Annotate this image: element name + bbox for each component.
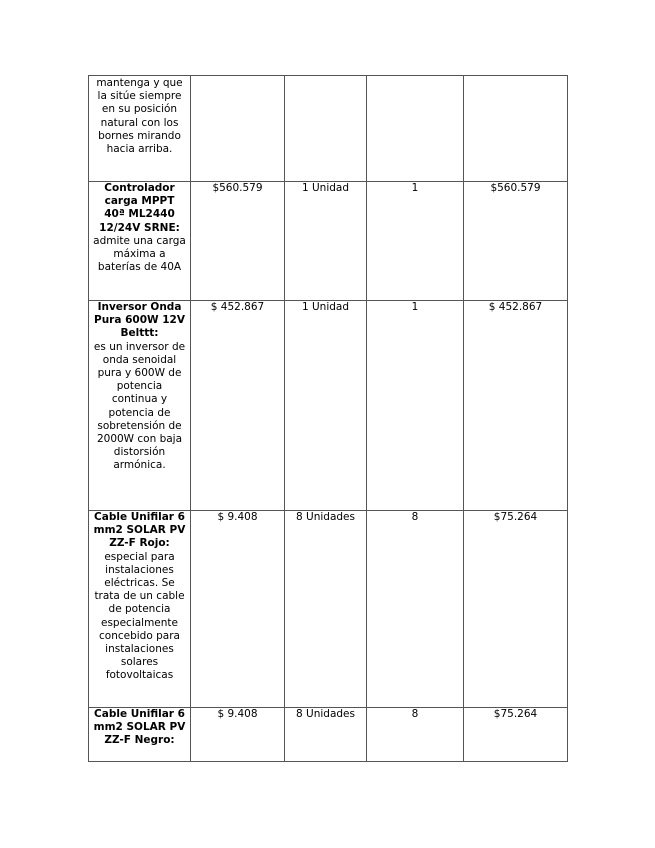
product-name: Cable Unifilar 6 mm2 SOLAR PV ZZ-F Negro:: [93, 708, 186, 747]
unit-price-cell: $ 9.408: [191, 511, 285, 708]
product-name: Inversor Onda Pura 600W 12V Belttt:: [94, 301, 185, 340]
product-cell: [89, 301, 191, 511]
total-cell: $560.579: [464, 182, 568, 301]
unit-price-cell: $560.579: [191, 182, 285, 301]
unit-price-cell: $ 452.867: [191, 301, 285, 511]
product-description: es un inversor de onda senoidal pura y 600W de potencia continua y potencia de sobretensión de 2000W con baja distorsión armónica.: [93, 340, 186, 472]
total-cell: $75.264: [464, 708, 568, 762]
quantity-label-cell: [285, 76, 367, 182]
product-name: Cable Unifilar 6 mm2 SOLAR PV ZZ-F Rojo:: [93, 511, 186, 550]
product-description: admite una carga máxima a baterías de 40A: [93, 234, 186, 274]
product-name: Controlador carga MPPT 40ª ML2440 12/24V SRNE:: [99, 182, 180, 234]
quantity-cell: [367, 76, 464, 182]
table-row: [89, 76, 568, 182]
product-cell: [89, 76, 191, 182]
quantity-label-cell: 1 Unidad: [285, 182, 367, 301]
total-cell: $75.264: [464, 511, 568, 708]
unit-price-cell: $ 9.408: [191, 708, 285, 762]
table-row: [89, 708, 568, 762]
product-cell: [89, 708, 191, 762]
unit-price-cell: [191, 76, 285, 182]
table-row: [89, 182, 568, 301]
total-cell: $ 452.867: [464, 301, 568, 511]
quantity-cell: 1: [367, 182, 464, 301]
products-table: [88, 75, 568, 762]
table-row: [89, 511, 568, 708]
quantity-cell: 1: [367, 301, 464, 511]
quantity-cell: 8: [367, 511, 464, 708]
quantity-label-cell: 1 Unidad: [285, 301, 367, 511]
product-description: mantenga y que la sitúe siempre en su posición natural con los bornes mirando hacia arriba.: [96, 77, 183, 156]
product-cell: [89, 511, 191, 708]
quantity-label-cell: 8 Unidades: [285, 511, 367, 708]
total-cell: [464, 76, 568, 182]
quantity-cell: 8: [367, 708, 464, 762]
product-description: especial para instalaciones eléctricas. Se trata de un cable de potencia especialmente concebido para instalaciones solares fotovoltaicas: [94, 550, 185, 682]
product-cell: [89, 182, 191, 301]
table-row: [89, 301, 568, 511]
quantity-label-cell: 8 Unidades: [285, 708, 367, 762]
